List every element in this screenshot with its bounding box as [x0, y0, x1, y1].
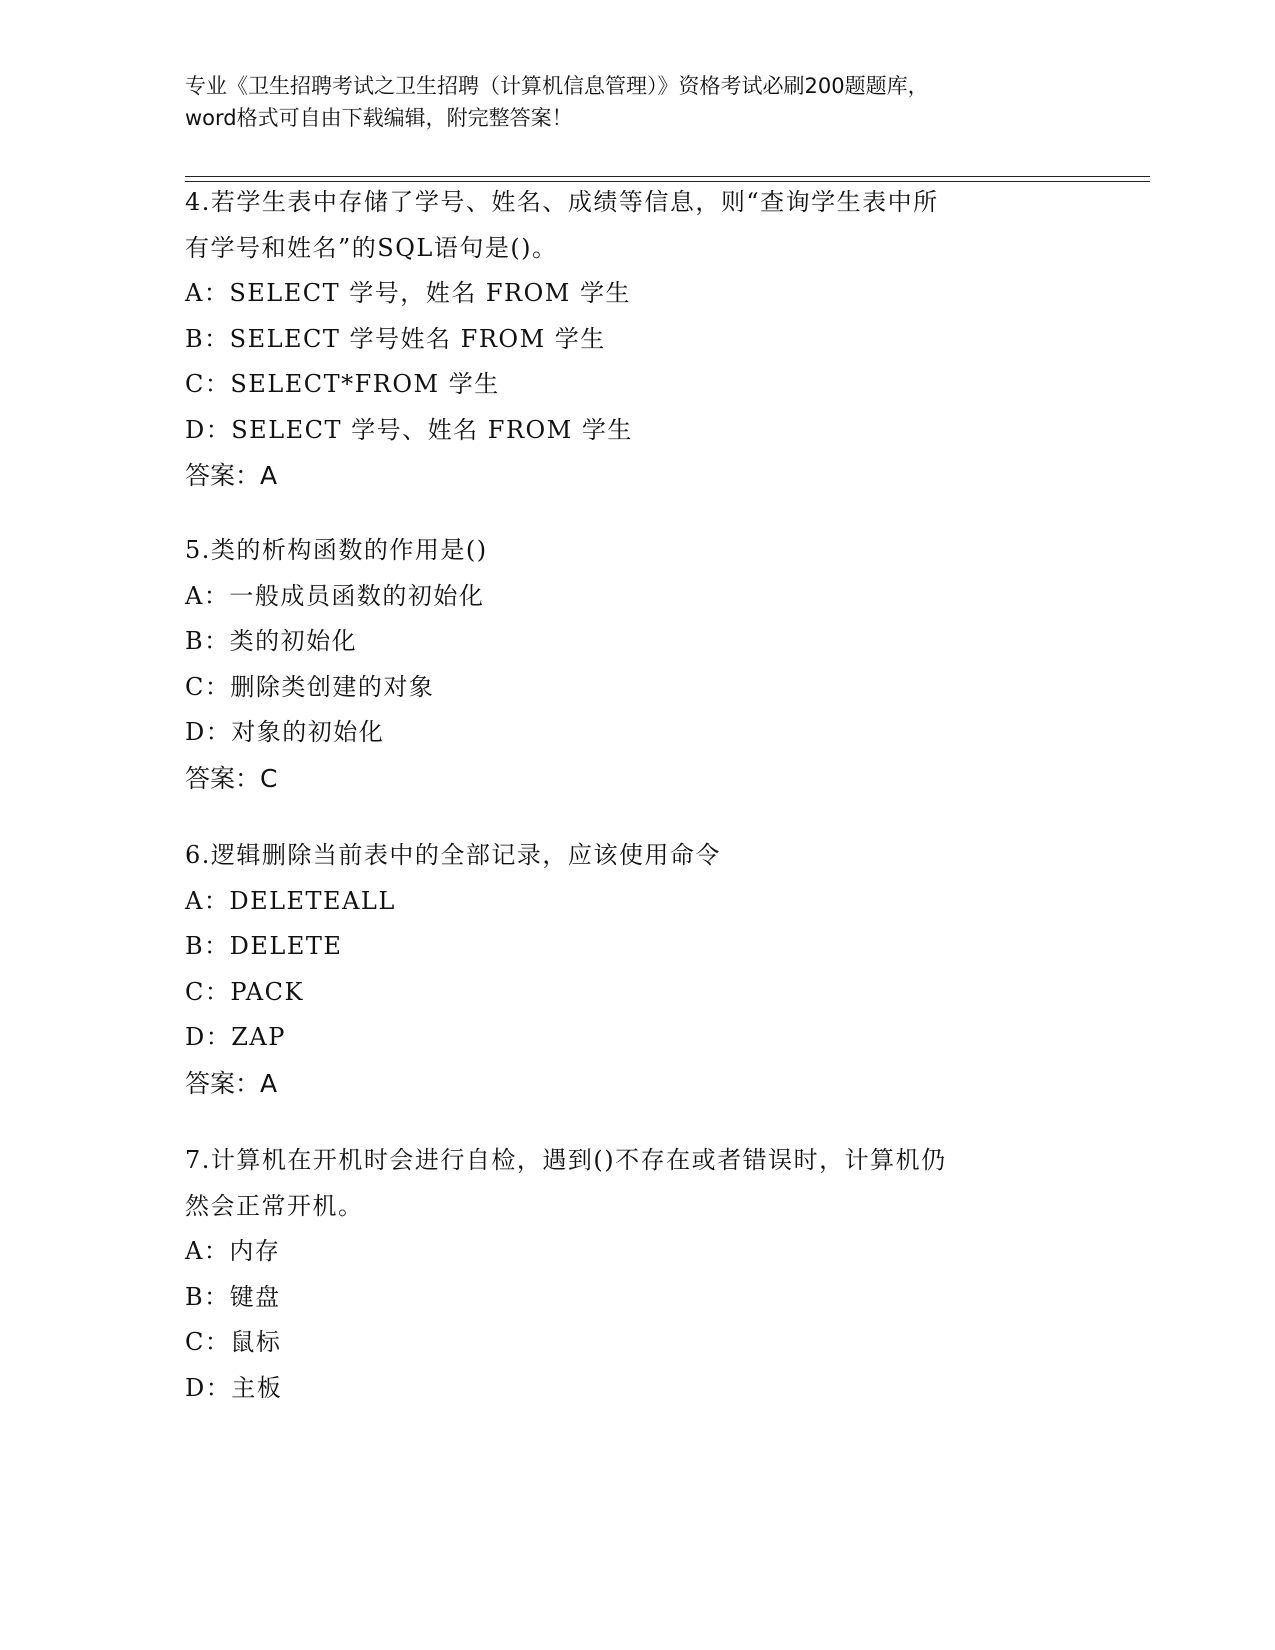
option-a: A：一般成员函数的初始化 [185, 581, 485, 610]
question-6 [185, 833, 1085, 1106]
option-a: A：内存 [185, 1237, 281, 1265]
question-5 [185, 528, 1085, 801]
question-stem: 然会正常开机。 [185, 1191, 364, 1220]
question-stem: 7.计算机在开机时会进行自检，遇到()不存在或者错误时，计算机仍 [185, 1146, 947, 1174]
option-d: D：主板 [185, 1373, 283, 1402]
answer: 答案：A [185, 461, 278, 490]
question-stem: 有学号和姓名”的SQL语句是()。 [185, 233, 558, 262]
document-header [185, 70, 1065, 134]
option-a: A：DELETEALL [185, 886, 396, 915]
header-divider-top [185, 176, 1150, 177]
header-line-2: word格式可自由下载编辑，附完整答案！ [185, 106, 573, 130]
option-d: D：对象的初始化 [185, 718, 385, 746]
question-stem: 6.逻辑删除当前表中的全部记录，应该使用命令 [185, 841, 721, 869]
option-b: B：DELETE [185, 932, 343, 960]
answer: 答案：C [185, 763, 278, 793]
question-7 [185, 1138, 1085, 1411]
option-c: C：PACK [185, 977, 304, 1006]
option-c: C：鼠标 [185, 1328, 282, 1356]
option-b: B：类的初始化 [185, 627, 358, 655]
question-4 [185, 180, 1085, 499]
option-d: D：ZAP [185, 1023, 286, 1051]
option-b: B：键盘 [185, 1282, 281, 1311]
option-c: C：SELECT*FROM 学生 [185, 370, 500, 398]
option-b: B：SELECT 学号姓名 FROM 学生 [185, 324, 606, 353]
option-d: D：SELECT 学号、姓名 FROM 学生 [185, 415, 633, 444]
answer: 答案：A [185, 1068, 278, 1098]
question-stem: 5.类的析构函数的作用是() [185, 536, 488, 564]
option-c: C：删除类创建的对象 [185, 672, 435, 701]
header-line-1: 专业《卫生招聘考试之卫生招聘（计算机信息管理）》资格考试必刷200题题库， [185, 74, 929, 98]
option-a: A：SELECT 学号，姓名 FROM 学生 [185, 279, 631, 307]
question-stem: 4.若学生表中存储了学号、姓名、成绩等信息，则“查询学生表中所 [185, 188, 939, 216]
